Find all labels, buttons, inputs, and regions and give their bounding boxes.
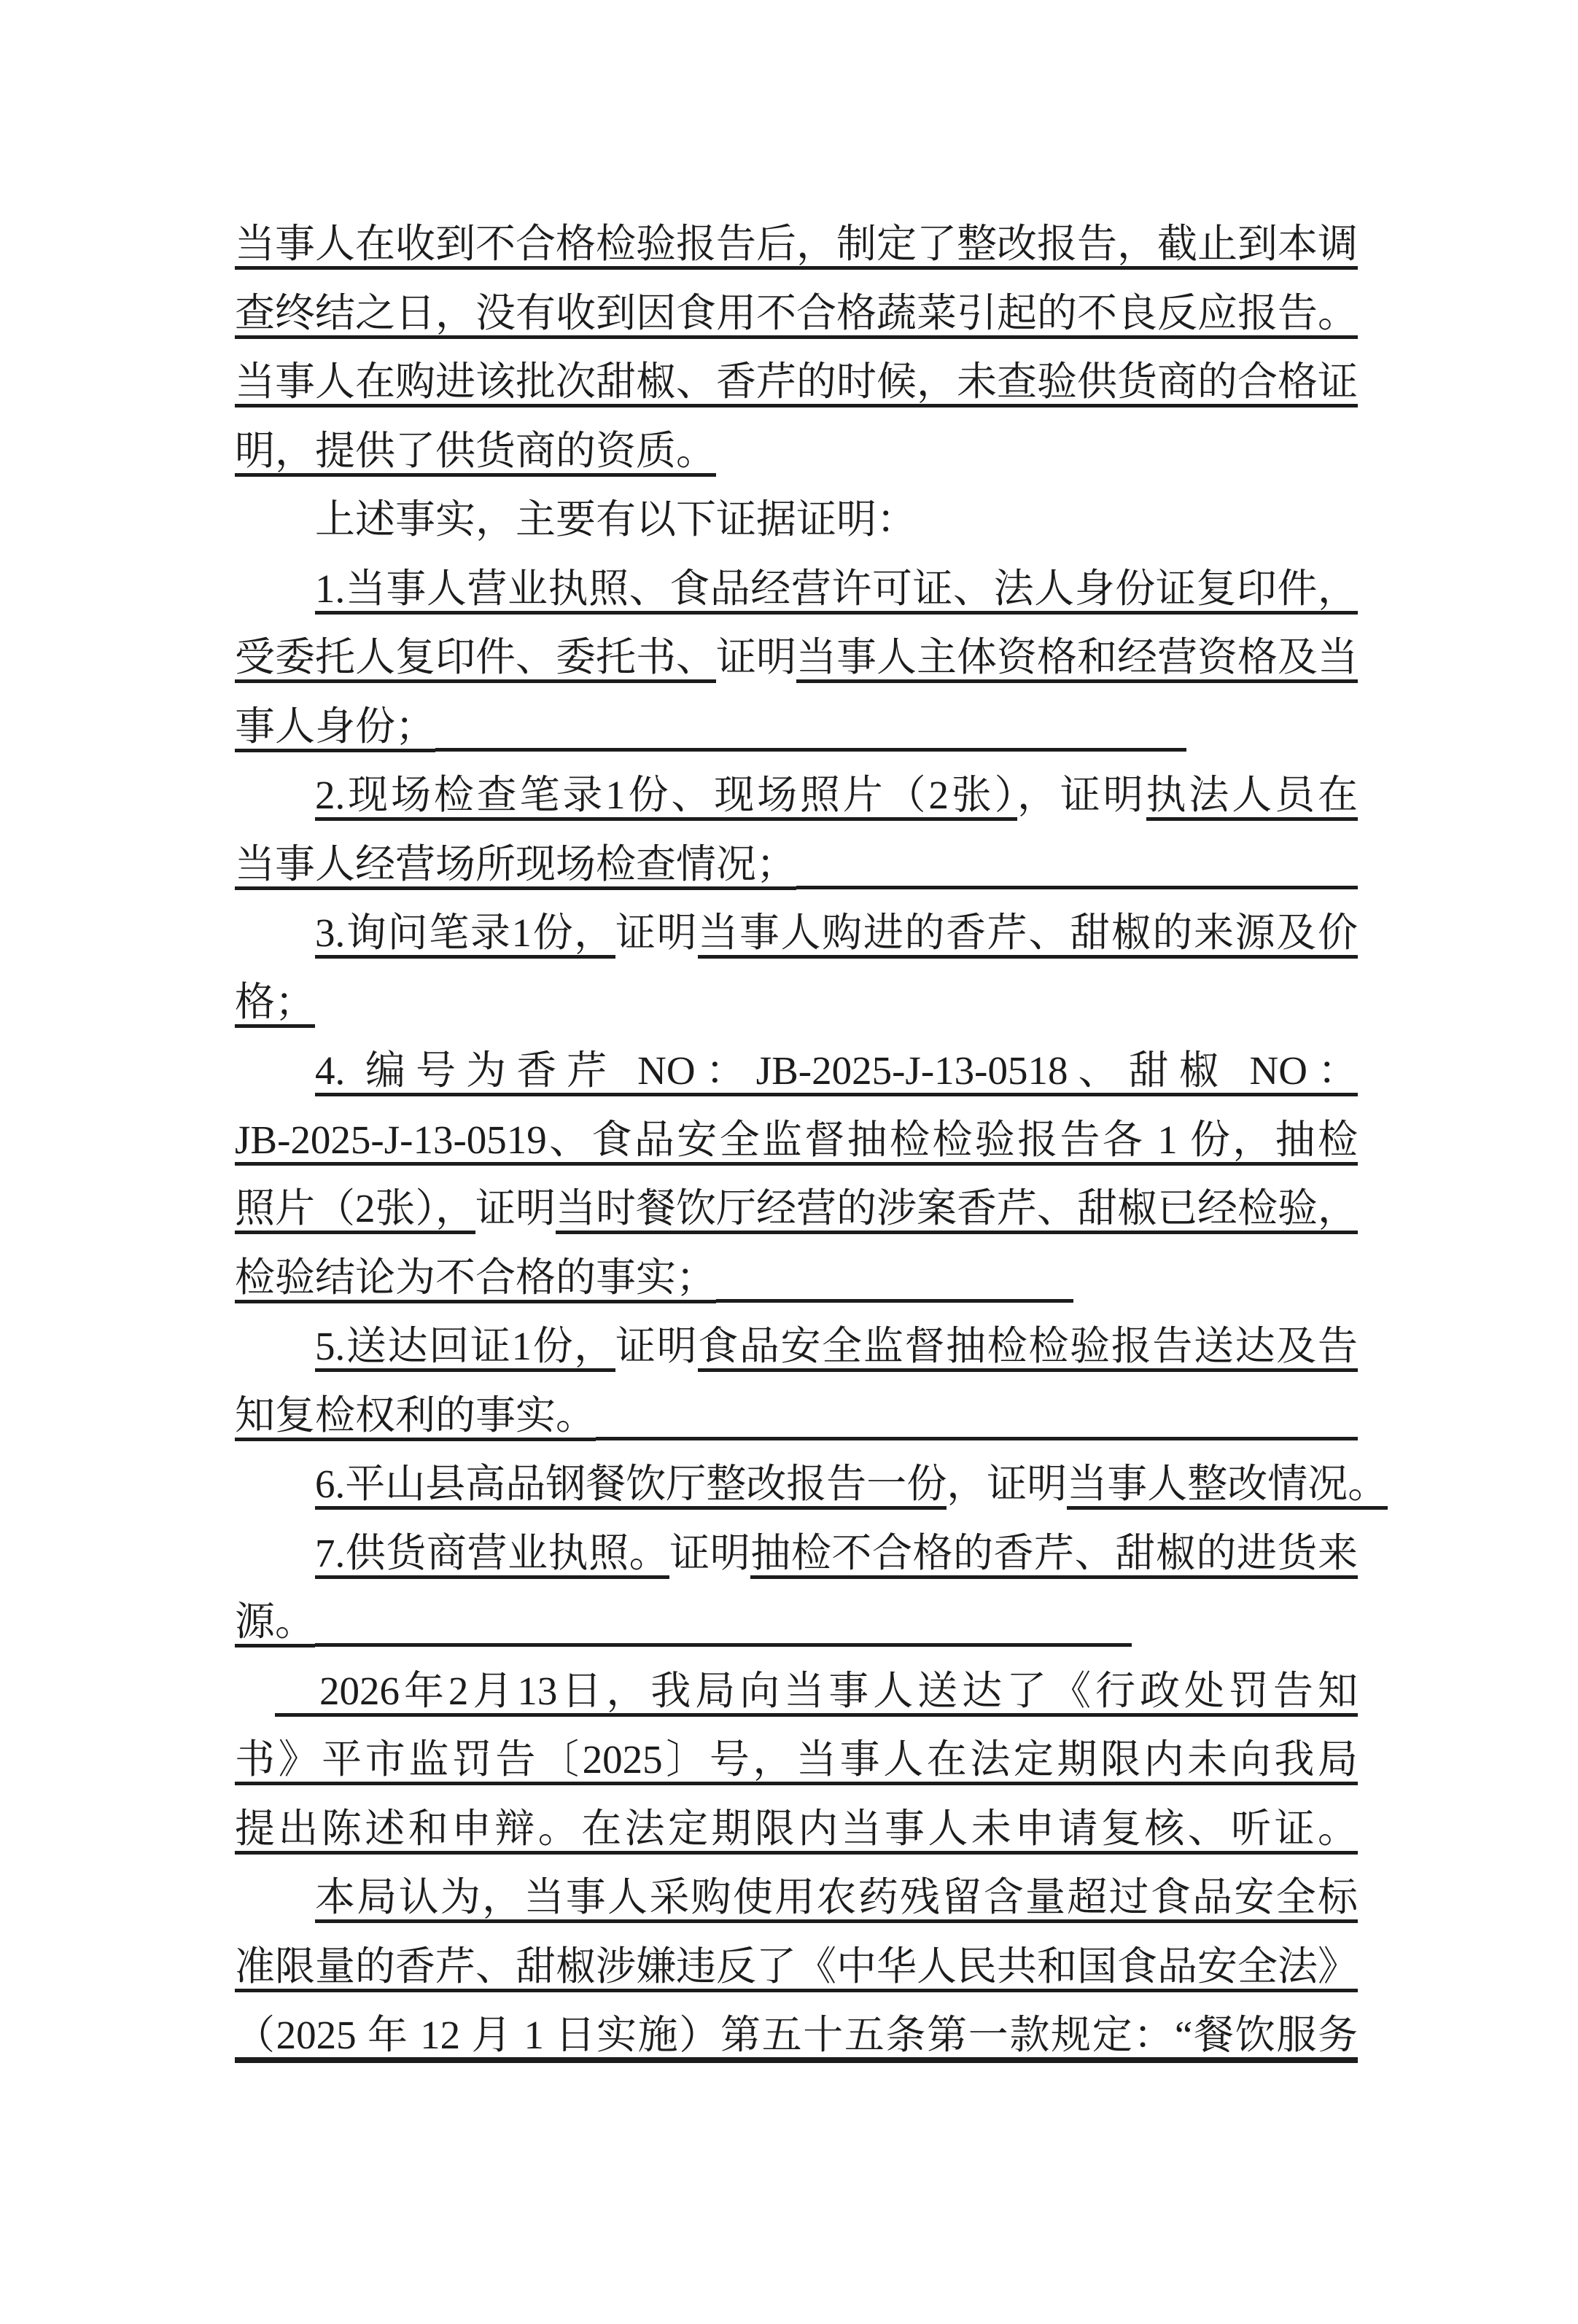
document-line-24 bbox=[235, 1795, 1358, 1864]
document-line-3 bbox=[235, 348, 1358, 417]
document-line-27 bbox=[235, 2001, 1358, 2070]
underlined-text: 4. 编号为香芹 NO：JB-2025-J-13-0518、甜椒 NO： bbox=[315, 1048, 1358, 1096]
document-line-2 bbox=[235, 279, 1358, 348]
underlined-text: 当事人经营场所现场检查情况； bbox=[235, 842, 796, 890]
underlined-text: 2.现场检查笔录1份、现场照片（2张） bbox=[315, 773, 1017, 821]
document-line-20 bbox=[235, 1519, 1358, 1588]
underlined-text: 当事人整改情况。 bbox=[1067, 1462, 1388, 1510]
document-line-23 bbox=[235, 1726, 1358, 1795]
underlined-text: （2025 年 12 月 1 日实施）第五十五条第一款规定：“餐饮服务 bbox=[235, 2013, 1358, 2063]
document-line-18 bbox=[235, 1381, 1358, 1451]
underlined-text: 3.询问笔录1份， bbox=[315, 911, 615, 959]
underlined-text: 书》平市监罚告〔2025〕号，当事人在法定期限内未向我局 bbox=[235, 1737, 1358, 1785]
underlined-text: 执法人员在 bbox=[1146, 773, 1358, 821]
document-line-10 bbox=[235, 830, 1358, 900]
underline-extension bbox=[596, 1437, 1358, 1440]
underlined-text: 食品安全监督抽检检验报告送达及告 bbox=[698, 1324, 1358, 1372]
document-line-8 bbox=[235, 693, 1358, 762]
document-line-14 bbox=[235, 1106, 1358, 1175]
underlined-text: 准限量的香芹、甜椒涉嫌违反了《中华人民共和国食品安全法》 bbox=[235, 1944, 1358, 1992]
underlined-text: 抽检不合格的香芹、甜椒的进货来 bbox=[750, 1531, 1358, 1579]
underlined-text: 知复检权利的事实。 bbox=[235, 1393, 596, 1441]
underline-extension bbox=[435, 748, 1186, 752]
underline-extension bbox=[315, 1643, 1132, 1647]
underlined-text: JB-2025-J-13-0519、食品安全监督抽检检验报告各 1 份，抽检 bbox=[235, 1118, 1358, 1166]
text-segment: 证明 bbox=[475, 1186, 556, 1231]
underlined-text: 7.供货商营业执照。 bbox=[315, 1531, 669, 1579]
document-line-19 bbox=[235, 1450, 1388, 1519]
text-segment: 证明 bbox=[615, 911, 699, 955]
document-line-6 bbox=[235, 555, 1358, 624]
document-line-17 bbox=[235, 1312, 1358, 1381]
underlined-text: 源。 bbox=[235, 1599, 315, 1648]
underline-extension bbox=[716, 1299, 1073, 1303]
document-line-11 bbox=[235, 899, 1358, 968]
underlined-text: 当事人主体资格和经营资格及当 bbox=[796, 635, 1358, 683]
document-line-9 bbox=[235, 761, 1358, 830]
underlined-text: 5.送达回证1份， bbox=[315, 1324, 615, 1372]
document-line-13 bbox=[235, 1037, 1358, 1106]
text-segment: 证明 bbox=[615, 1324, 699, 1368]
document-line-21 bbox=[235, 1588, 1358, 1657]
document-line-15 bbox=[235, 1174, 1358, 1244]
document-line-4 bbox=[235, 417, 1358, 486]
underlined-text: 当时餐饮厅经营的涉案香芹、甜椒已经检验， bbox=[556, 1186, 1358, 1234]
underlined-text: 明，提供了供货商的资质。 bbox=[235, 429, 716, 477]
document-body bbox=[235, 210, 1388, 2070]
underlined-text: 当事人在购进该批次甜椒、香芹的时候，未查验供货商的合格证 bbox=[235, 359, 1358, 408]
text-segment: ，证明 bbox=[947, 1462, 1068, 1506]
underlined-text: 检验结论为不合格的事实； bbox=[235, 1255, 716, 1303]
text-segment: 上述事实，主要有以下证据证明： bbox=[315, 497, 917, 542]
underlined-text: 本局认为，当事人采购使用农药残留含量超过食品安全标 bbox=[315, 1875, 1358, 1923]
underlined-text: 受委托人复印件、委托书、 bbox=[235, 635, 716, 683]
underlined-text: 当事人在收到不合格检验报告后，制定了整改报告，截止到本调 bbox=[235, 222, 1358, 270]
underlined-text: 2026年2月13日，我局向当事人送达了《行政处罚告知 bbox=[275, 1669, 1358, 1717]
document-line-1 bbox=[235, 210, 1358, 279]
underlined-text: 1.当事人营业执照、食品经营许可证、法人身份证复印件， bbox=[315, 566, 1358, 615]
document-line-22 bbox=[235, 1657, 1358, 1726]
document-line-16 bbox=[235, 1244, 1358, 1313]
text-segment: 证明 bbox=[669, 1530, 751, 1575]
document-line-26 bbox=[235, 1933, 1358, 2002]
underlined-text: 查终结之日，没有收到因食用不合格蔬菜引起的不良反应报告。 bbox=[235, 291, 1358, 339]
underlined-text: 当事人购进的香芹、甜椒的来源及价 bbox=[698, 911, 1358, 959]
underlined-text: 格； bbox=[235, 980, 315, 1028]
text-segment: 证明 bbox=[716, 635, 797, 679]
document-line-25 bbox=[235, 1863, 1358, 1933]
underline-extension bbox=[796, 886, 1358, 889]
underlined-text: 提出陈述和申辩。在法定期限内当事人未申请复核、听证。 bbox=[235, 1806, 1358, 1855]
document-line-12 bbox=[235, 968, 1358, 1037]
underlined-text: 照片（2张）， bbox=[235, 1186, 475, 1234]
document-line-5 bbox=[235, 486, 1358, 555]
underlined-text: 事人身份； bbox=[235, 704, 435, 752]
underlined-text: 6.平山县高品钢餐饮厅整改报告一份 bbox=[315, 1462, 947, 1510]
document-line-7 bbox=[235, 623, 1358, 693]
text-segment: ，证明 bbox=[1017, 773, 1146, 817]
